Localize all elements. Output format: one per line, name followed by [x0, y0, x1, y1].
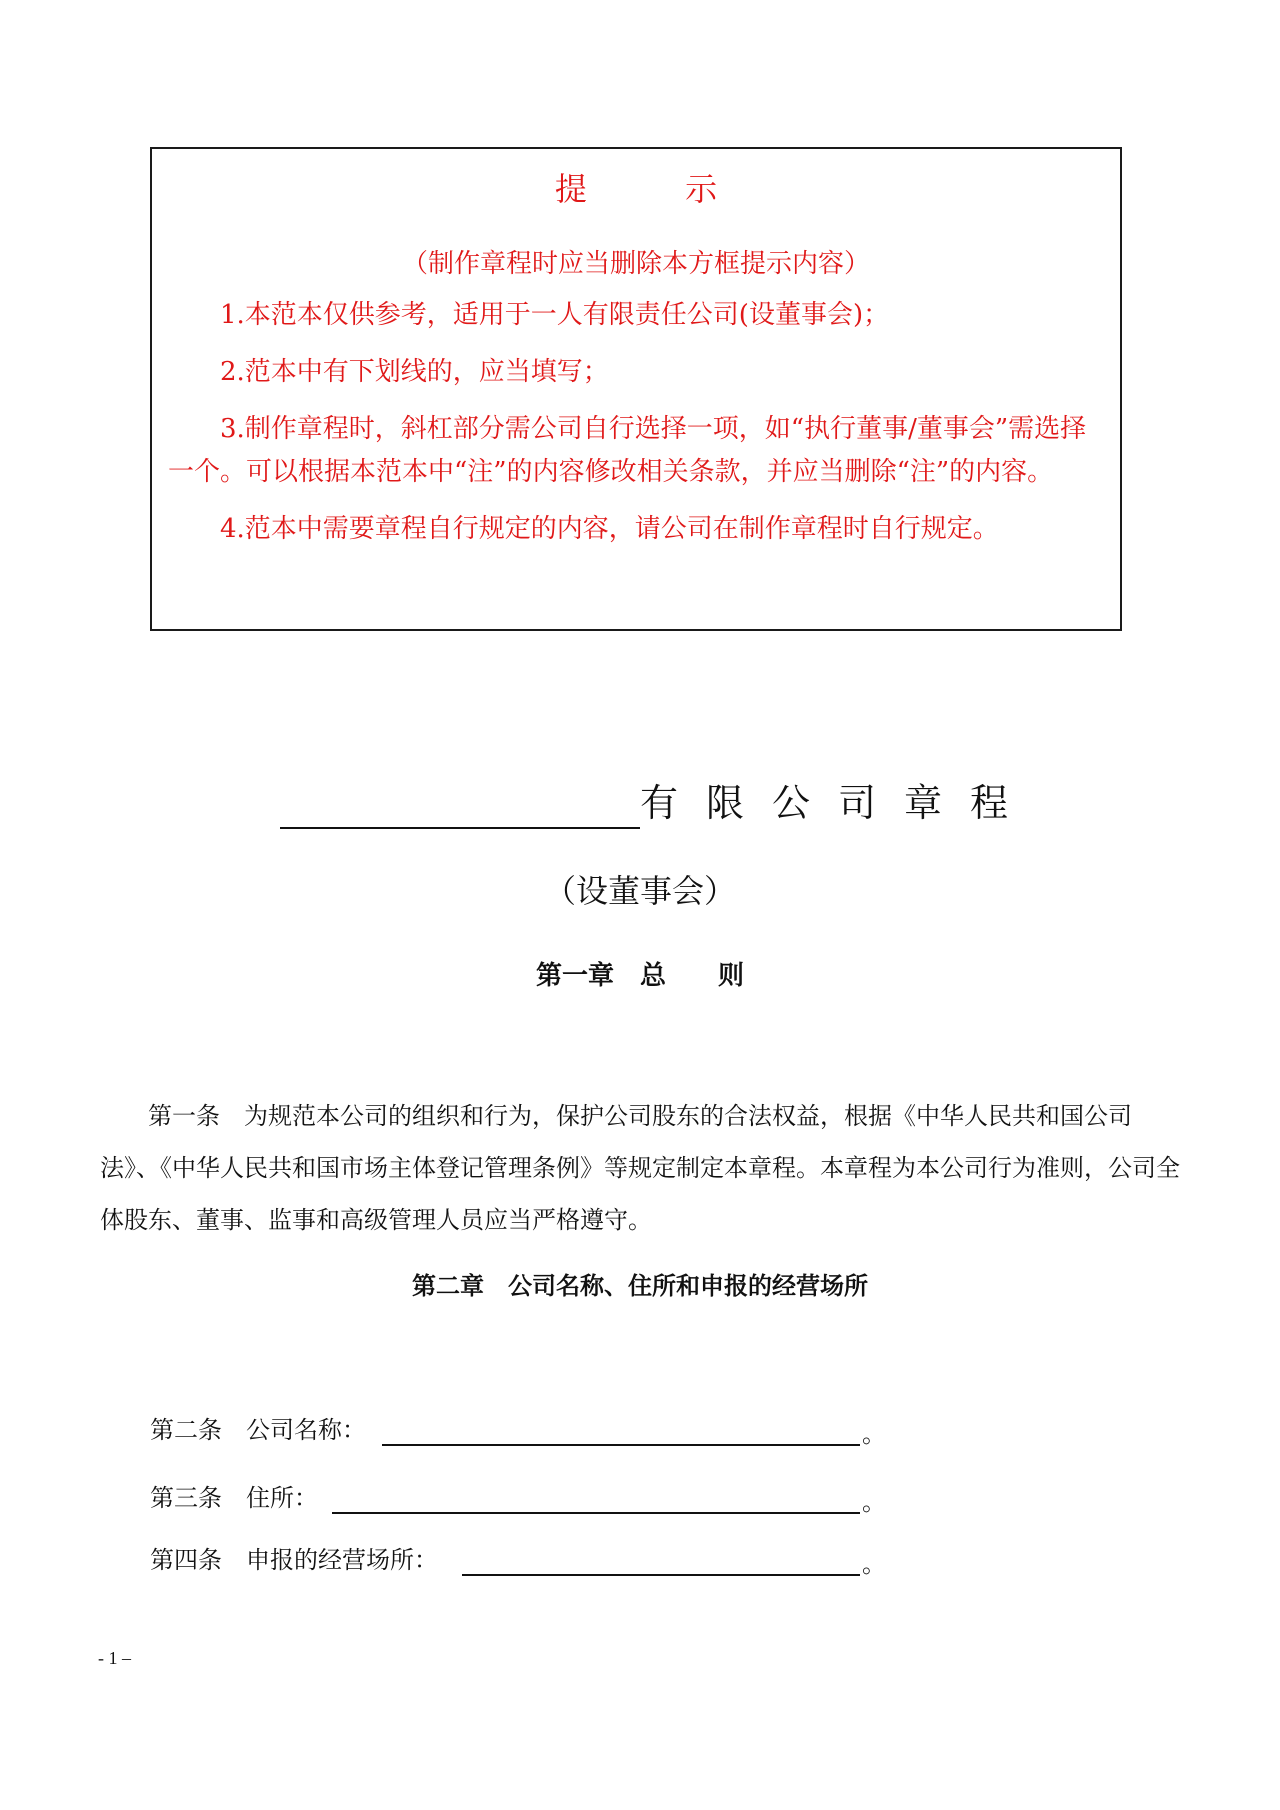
article-4-label: 第四条 申报的经营场所：	[150, 1546, 438, 1574]
address-field[interactable]	[332, 1512, 860, 1514]
article-1: 第一条 为规范本公司的组织和行为，保护公司股东的合法权益，根据《中华人民共和国公司法》、《中华人民共和国市场主体登记管理条例》等规定制定本章程。本章程为本公司行为准则，公司全体股东、董事、监事和高级管理人员应当严格遵守。	[100, 1102, 1180, 1234]
article-3-end: 。	[862, 1488, 886, 1516]
notice-box	[150, 147, 1122, 631]
company-name-field[interactable]	[382, 1444, 860, 1446]
notice-title: 提 示	[554, 170, 762, 208]
article-2-end: 。	[862, 1420, 886, 1448]
notice-item-3: 3.制作章程时，斜杠部分需公司自行选择一项，如“执行董事/董事会”需选择一个。可以根据本范本中“注”的内容修改相关条款，并应当删除“注”的内容。	[168, 414, 1087, 487]
document-title-text: 有限公司章程	[640, 781, 1037, 825]
company-name-blank[interactable]	[280, 827, 640, 829]
notice-item-4: 4.范本中需要章程自行规定的内容，请公司在制作章程时自行规定。	[220, 514, 999, 544]
article-2-label: 第二条 公司名称：	[150, 1416, 366, 1444]
notice-item-2: 2.范本中有下划线的，应当填写；	[220, 357, 609, 387]
notice-subtitle: （制作章程时应当删除本方框提示内容）	[401, 249, 870, 279]
chapter-1-heading: 第一章 总 则	[535, 961, 744, 991]
article-4-end: 。	[862, 1550, 886, 1578]
chapter-2-heading: 第二章 公司名称、住所和申报的经营场所	[412, 1272, 868, 1300]
notice-body	[168, 294, 1104, 565]
document-title	[280, 775, 1037, 835]
article-3-label: 第三条 住所：	[150, 1484, 318, 1512]
notice-item-1: 1.本范本仅供参考，适用于一人有限责任公司(设董事会)；	[220, 300, 890, 330]
business-place-field[interactable]	[462, 1574, 860, 1576]
page-number: - 1 –	[98, 1648, 131, 1668]
document-subtitle: （设董事会）	[543, 872, 736, 910]
